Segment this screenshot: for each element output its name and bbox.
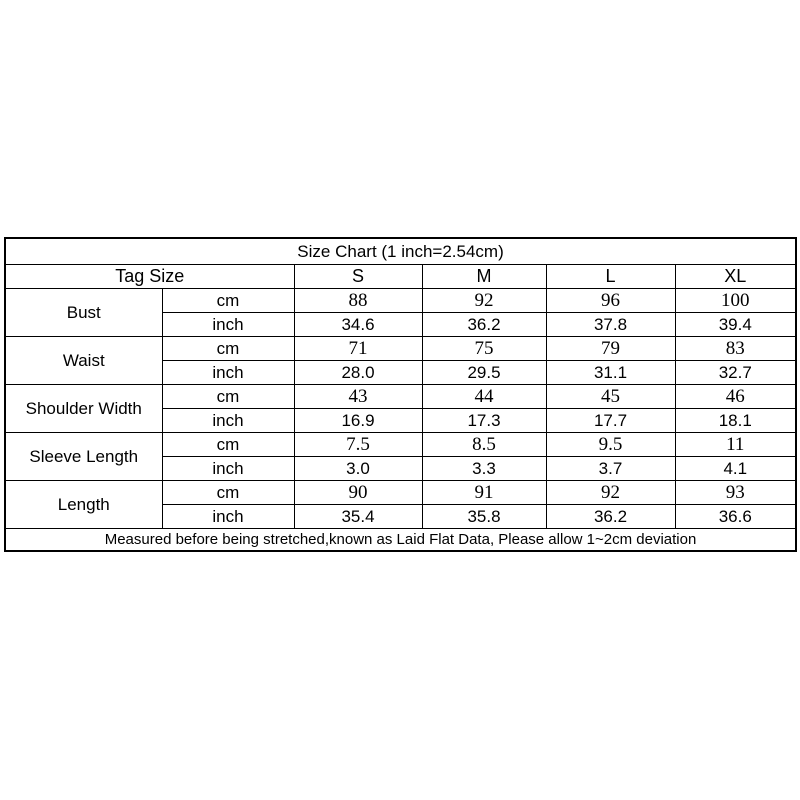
measure-label-sleeve-length: Sleeve Length [5,433,162,481]
unit-inch: inch [162,505,294,529]
value-cell: 32.7 [675,361,796,385]
value-cell: 36.6 [675,505,796,529]
value-cell: 28.0 [294,361,422,385]
value-cell: 93 [675,481,796,505]
unit-inch: inch [162,457,294,481]
header-row [5,265,796,289]
value-cell: 17.3 [422,409,546,433]
value-cell: 35.4 [294,505,422,529]
table-row [5,481,796,505]
unit-cm: cm [162,481,294,505]
value-cell: 46 [675,385,796,409]
measurement-note: Measured before being stretched,known as Laid Flat Data, Please allow 1~2cm deviation [5,529,796,552]
value-cell: 96 [546,289,675,313]
table-row [5,289,796,313]
unit-cm: cm [162,385,294,409]
size-chart-table [4,237,797,552]
value-cell: 88 [294,289,422,313]
value-cell: 43 [294,385,422,409]
value-cell: 71 [294,337,422,361]
value-cell: 4.1 [675,457,796,481]
value-cell: 92 [422,289,546,313]
value-cell: 31.1 [546,361,675,385]
value-cell: 8.5 [422,433,546,457]
table-row [5,433,796,457]
value-cell: 3.7 [546,457,675,481]
value-cell: 9.5 [546,433,675,457]
title-row [5,238,796,265]
value-cell: 83 [675,337,796,361]
value-cell: 3.0 [294,457,422,481]
value-cell: 91 [422,481,546,505]
value-cell: 18.1 [675,409,796,433]
table-row [5,385,796,409]
measure-label-waist: Waist [5,337,162,385]
chart-title: Size Chart (1 inch=2.54cm) [5,238,796,265]
value-cell: 36.2 [546,505,675,529]
value-cell: 7.5 [294,433,422,457]
measure-label-length: Length [5,481,162,529]
value-cell: 29.5 [422,361,546,385]
measure-label-bust: Bust [5,289,162,337]
value-cell: 3.3 [422,457,546,481]
value-cell: 90 [294,481,422,505]
unit-inch: inch [162,313,294,337]
value-cell: 44 [422,385,546,409]
value-cell: 35.8 [422,505,546,529]
unit-inch: inch [162,361,294,385]
value-cell: 39.4 [675,313,796,337]
value-cell: 17.7 [546,409,675,433]
value-cell: 100 [675,289,796,313]
size-header-xl: XL [675,265,796,289]
value-cell: 11 [675,433,796,457]
value-cell: 79 [546,337,675,361]
size-header-m: M [422,265,546,289]
value-cell: 75 [422,337,546,361]
unit-inch: inch [162,409,294,433]
measure-label-shoulder-width: Shoulder Width [5,385,162,433]
value-cell: 36.2 [422,313,546,337]
value-cell: 45 [546,385,675,409]
value-cell: 92 [546,481,675,505]
unit-cm: cm [162,337,294,361]
unit-cm: cm [162,433,294,457]
size-header-l: L [546,265,675,289]
value-cell: 37.8 [546,313,675,337]
table-row [5,337,796,361]
unit-cm: cm [162,289,294,313]
tag-size-header: Tag Size [5,265,294,289]
value-cell: 16.9 [294,409,422,433]
value-cell: 34.6 [294,313,422,337]
size-header-s: S [294,265,422,289]
note-row [5,529,796,552]
